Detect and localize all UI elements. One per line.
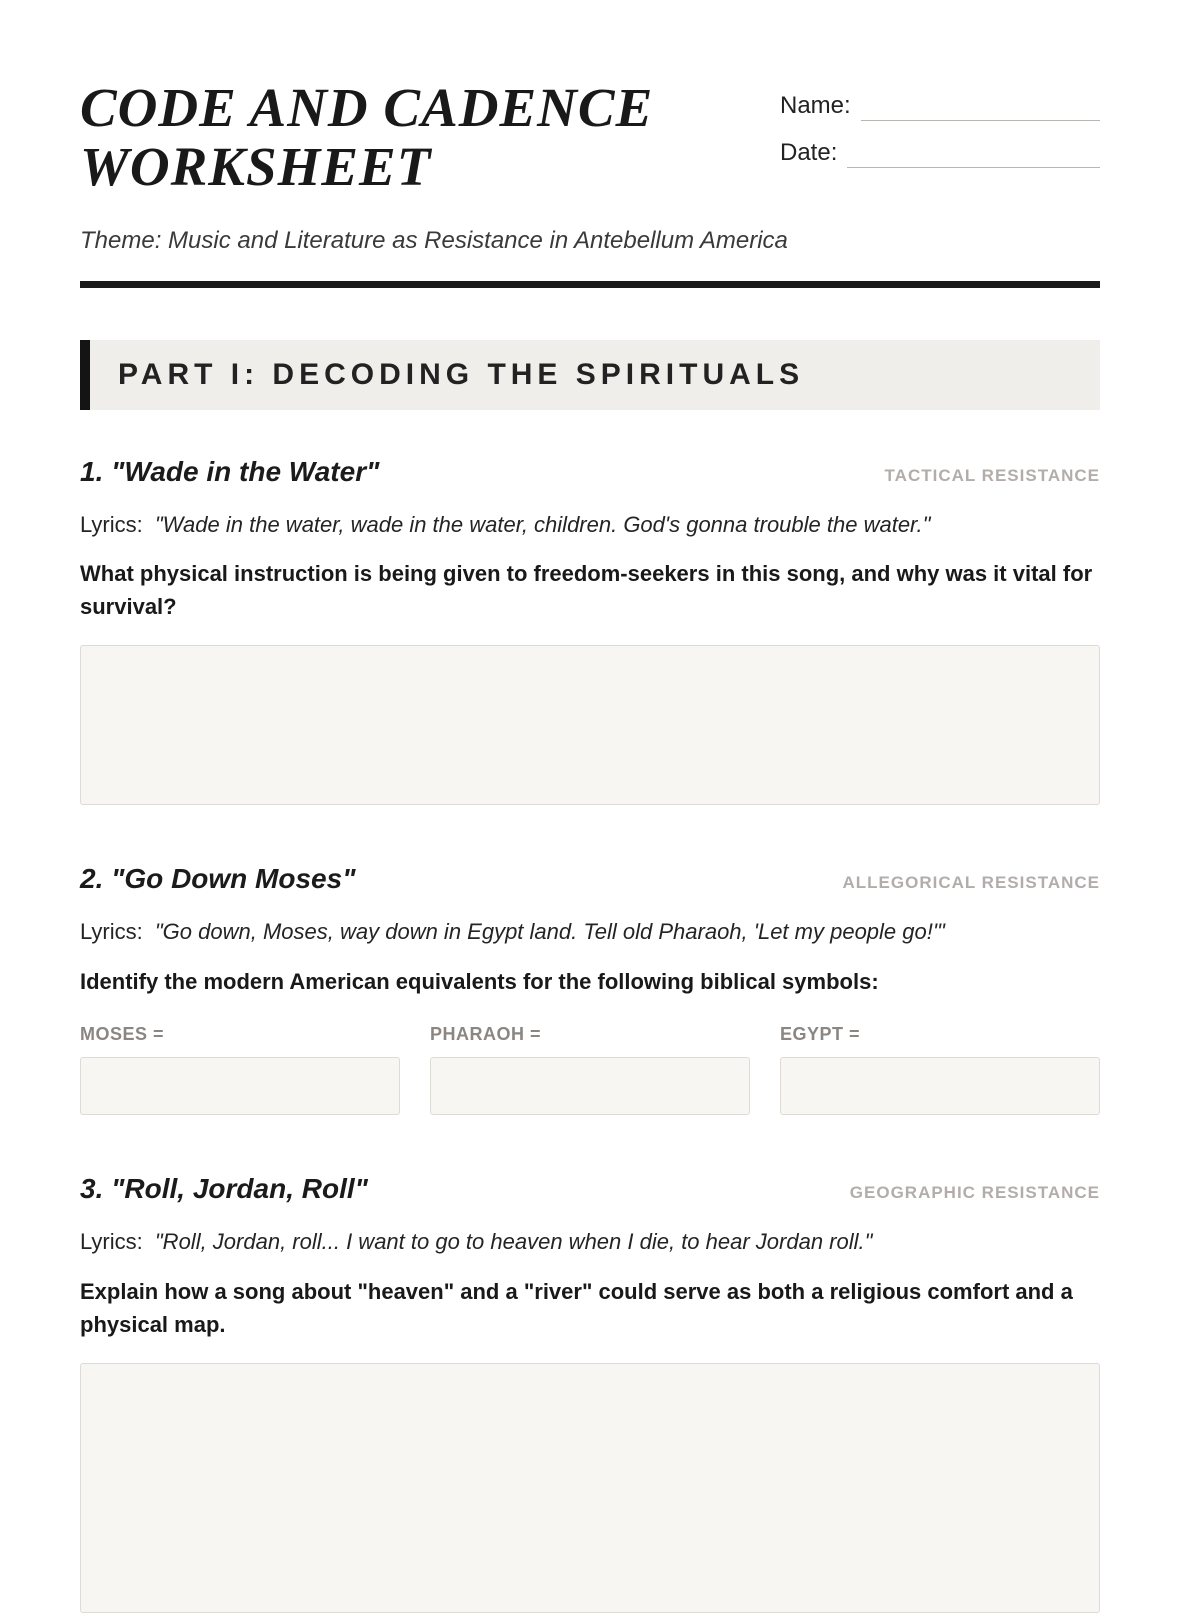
symbol-pharaoh bbox=[430, 1024, 750, 1115]
question-1-lyrics-text: "Wade in the water, wade in the water, children. God's gonna trouble the water." bbox=[154, 511, 931, 537]
question-2-lyrics-label: Lyrics: bbox=[80, 919, 143, 945]
question-2-lyrics bbox=[80, 917, 1100, 947]
symbol-moses bbox=[80, 1024, 400, 1115]
divider-rule bbox=[80, 281, 1100, 288]
question-1-answer-box[interactable] bbox=[80, 645, 1100, 805]
moses-answer-box[interactable] bbox=[80, 1057, 400, 1115]
question-1-tag: TACTICAL RESISTANCE bbox=[884, 465, 1100, 485]
question-3-header bbox=[80, 1173, 1100, 1205]
part1-section-heading bbox=[80, 340, 1100, 410]
egypt-label: EGYPT = bbox=[780, 1024, 861, 1045]
question-1 bbox=[80, 456, 1100, 806]
egypt-answer-box[interactable] bbox=[780, 1057, 1100, 1115]
question-3-lyrics bbox=[80, 1227, 1100, 1257]
question-1-prompt: What physical instruction is being given to freedom-seekers in this song, and why was it vital for survival? bbox=[80, 561, 1093, 620]
name-date-fields bbox=[780, 92, 1100, 186]
question-2-title: 2. "Go Down Moses" bbox=[80, 863, 356, 895]
question-3-answer-box[interactable] bbox=[80, 1363, 1100, 1613]
pharaoh-answer-box[interactable] bbox=[430, 1057, 750, 1115]
theme-subtitle: Theme: Music and Literature as Resistance in Antebellum America bbox=[80, 226, 788, 254]
question-3-lyrics-text: "Roll, Jordan, roll... I want to go to heaven when I die, to hear Jordan roll." bbox=[154, 1229, 873, 1255]
question-1-header bbox=[80, 456, 1100, 488]
part1-heading-text: PART I: DECODING THE SPIRITUALS bbox=[118, 357, 805, 391]
name-input-line[interactable] bbox=[861, 95, 1100, 121]
worksheet-title: CODE AND CADENCE WORKSHEET bbox=[80, 77, 654, 198]
question-3-lyrics-label: Lyrics: bbox=[80, 1229, 143, 1255]
name-field-row bbox=[780, 92, 1100, 121]
name-label: Name: bbox=[780, 92, 851, 119]
header bbox=[80, 78, 1100, 197]
question-2-prompt: Identify the modern American equivalents for the following biblical symbols: bbox=[80, 969, 879, 995]
question-3-prompt: Explain how a song about "heaven" and a "river" could serve as both a religious comfort and a physical map. bbox=[80, 1278, 1073, 1337]
symbol-grid bbox=[80, 1024, 1100, 1115]
symbol-egypt bbox=[780, 1024, 1100, 1115]
question-1-title: 1. "Wade in the Water" bbox=[80, 455, 380, 487]
date-label: Date: bbox=[780, 138, 838, 166]
question-1-lyrics bbox=[80, 510, 1100, 540]
question-3-title: 3. "Roll, Jordan, Roll" bbox=[80, 1173, 368, 1205]
question-1-lyrics-label: Lyrics: bbox=[80, 511, 143, 537]
date-input-line[interactable] bbox=[847, 142, 1100, 168]
question-2-header bbox=[80, 863, 1100, 895]
question-2-tag: ALLEGORICAL RESISTANCE bbox=[842, 873, 1100, 893]
question-2-lyrics-text: "Go down, Moses, way down in Egypt land. Tell old Pharaoh, 'Let my people go!'" bbox=[154, 919, 945, 945]
date-field-row bbox=[780, 139, 1100, 168]
question-2 bbox=[80, 863, 1100, 1115]
pharaoh-label: PHARAOH = bbox=[430, 1024, 542, 1045]
moses-label: MOSES = bbox=[80, 1024, 165, 1045]
question-3 bbox=[80, 1173, 1100, 1613]
question-3-tag: GEOGRAPHIC RESISTANCE bbox=[849, 1183, 1100, 1203]
